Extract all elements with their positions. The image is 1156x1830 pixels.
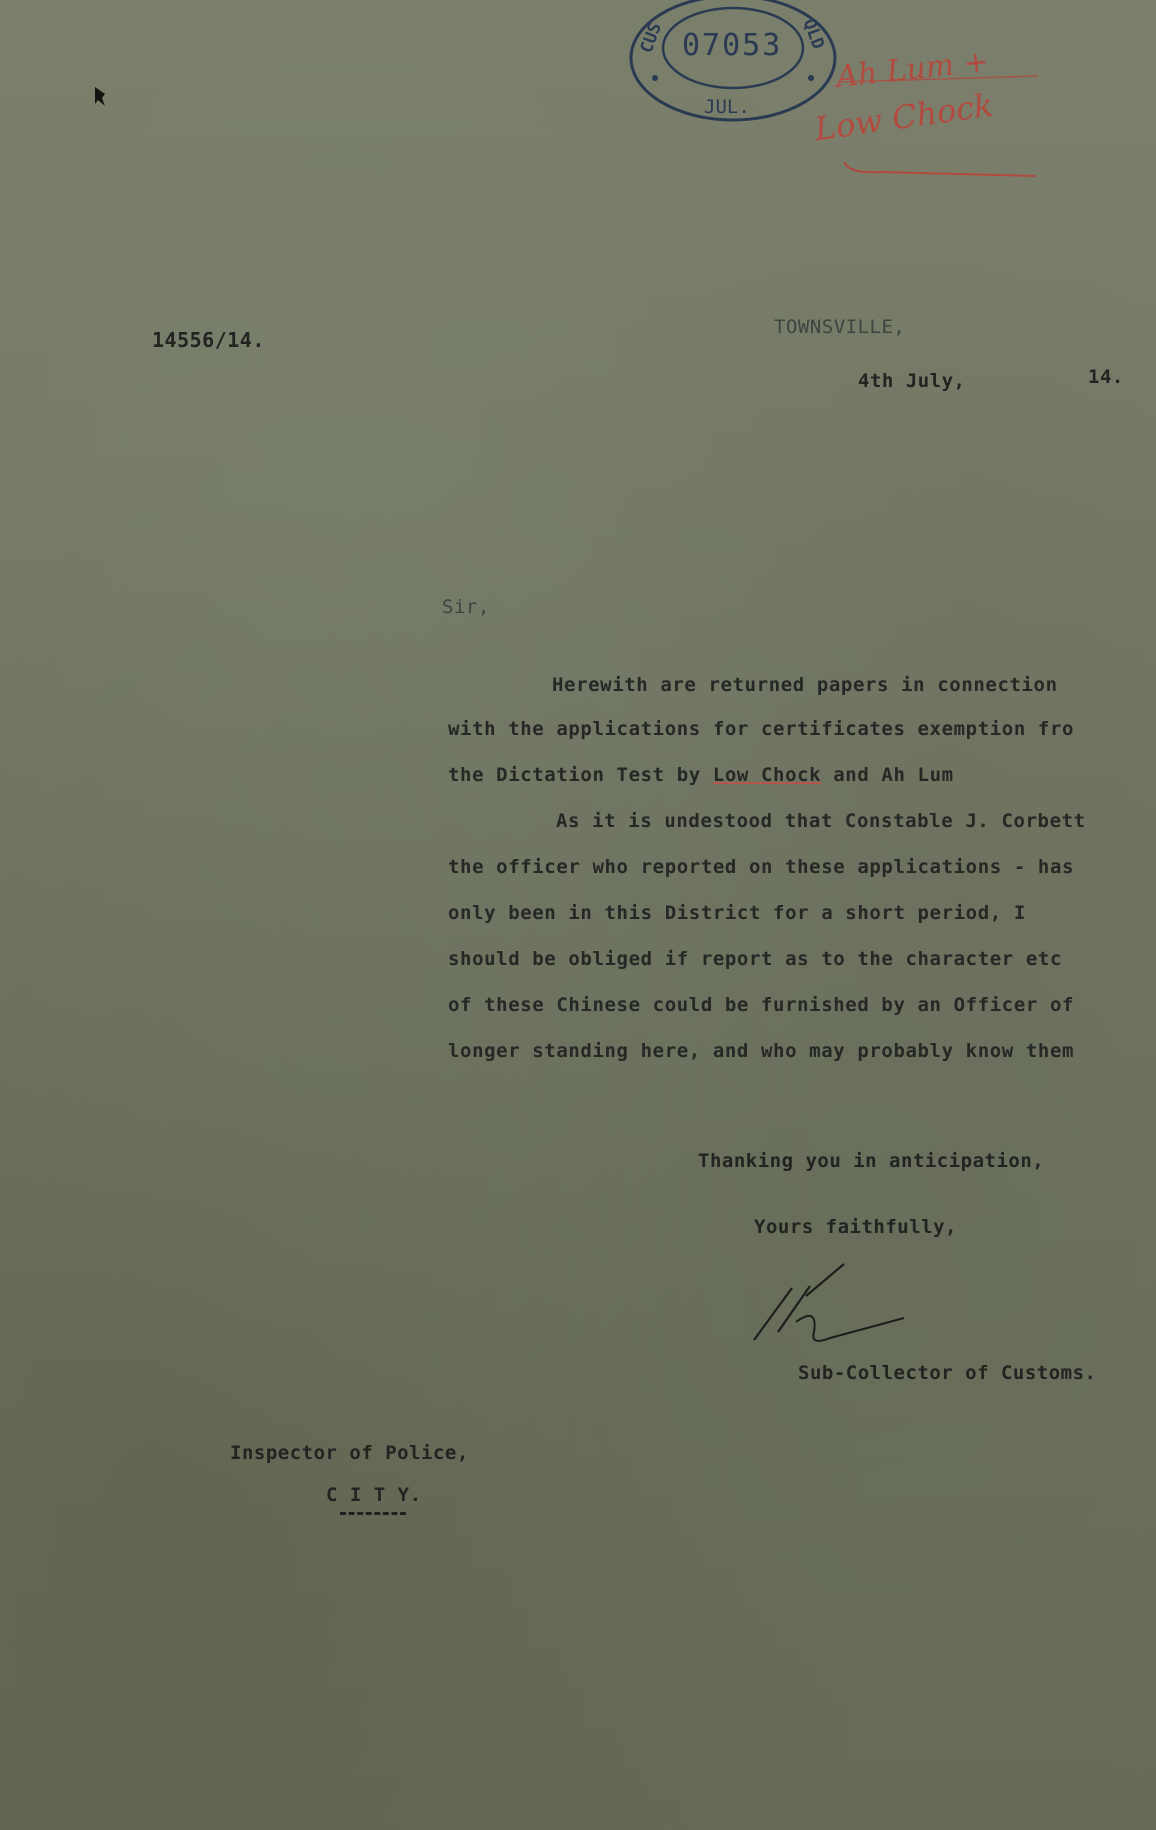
addressee-title: Inspector of Police, [230,1442,469,1464]
closing-thanks: Thanking you in anticipation, [698,1150,1045,1172]
handwritten-note-line1: Ah Lum + [834,44,991,95]
place-name: TOWNSVILLE, [774,316,906,338]
stamp-number: 07053 [682,28,783,63]
closing-sign-off: Yours faithfully, [754,1216,957,1238]
file-reference: 14556/14. [152,328,265,352]
handwritten-rule-icon [838,70,1038,90]
body-line: with the applications for certificates exemption fro [448,718,1075,740]
body-line: Herewith are returned papers in connection [552,674,1058,696]
customs-received-stamp [628,0,838,130]
salutation: Sir, [442,596,490,618]
underline-dashes [340,1512,406,1519]
stamp-month: JUL. [704,96,750,118]
stamp-arc-left: CUS [636,20,667,56]
body-line: the officer who reported on these applications - has [448,856,1075,878]
body-line: only been in this District for a short period, I [448,902,1026,924]
body-line: As it is undestood that Constable J. Corbett [556,810,1086,832]
underlined-name: Low Chock [712,764,822,786]
body-line-part: the Dictation Test by [448,764,713,786]
handwritten-note-line2: Low Chock [812,85,996,149]
body-line: should be obliged if report as to the character etc [448,948,1062,970]
corner-mark-icon [94,86,106,108]
body-line: longer standing here, and who may probably know them [448,1040,1075,1062]
stamp-arc-right: QLD [798,16,829,52]
date-year: 14. [1088,366,1124,388]
signatory-title: Sub-Collector of Customs. [798,1362,1097,1384]
signature-image [748,1262,918,1352]
body-line: of these Chinese could be furnished by an Officer of [448,994,1075,1016]
body-line-part: and Ah Lum [821,764,954,786]
addressee-place: C I T Y. [326,1484,422,1506]
date-day-month: 4th July, [858,370,966,392]
handwritten-underline-icon [840,156,1040,180]
